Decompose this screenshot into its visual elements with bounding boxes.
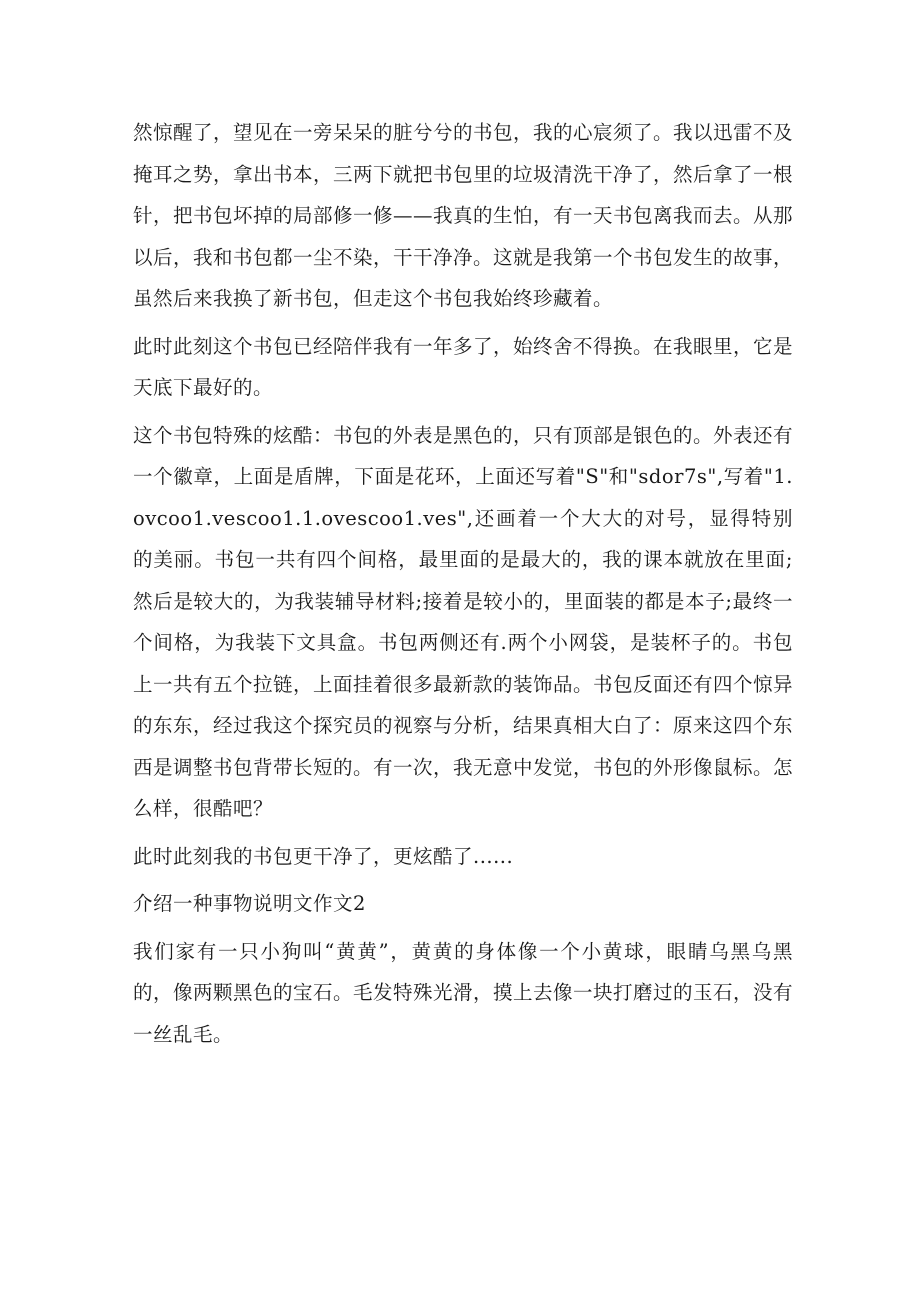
section-heading: 介绍一种事物说明文作文2 — [133, 892, 366, 915]
paragraph-companion: 此时此刻这个书包已经陪伴我有一年多了，始终舍不得换。在我眼里，它是天底下最好的。 — [133, 334, 794, 399]
paragraph-dog: 我们家有一只小狗叫“黄黄”，黄黄的身体像一个小黄球，眼睛乌黑乌黑的，像两颗黑色的宝石。毛发特殊光滑，摸上去像一块打磨过的玉石，没有一丝乱毛。 — [133, 939, 794, 1046]
paragraph-description: 这个书包特殊的炫酷：书包的外表是黑色的，只有顶部是银色的。外表还有一个徽章，上面是盾牌，下面是花环，上面还写着"S"和"sdor7s",写着"1.ovcoo1.vescoo1.1.ovescoo1.ves",还画着一个大大的对号，显得特别的美丽。书包一共有四个间格，最里面的是最大的，我的课本就放在里面;然后是较大的，为我装辅导材料;接着是较小的，里面装的都是本子;最终一个间格，为我装下文具盒。书包两侧还有.两个小网袋，是装杯子的。书包上一共有五个拉链，上面挂着很多最新款的装饰品。书包反面还有四个惊异的东东，经过我这个探究员的视察与分析，结果真相大白了：原来这四个东西是调整书包背带长短的。有一次，我无意中发觉，书包的外形像鼠标。怎么样，很酷吧？ — [133, 423, 794, 820]
document-body — [133, 112, 793, 1061]
paragraph-conclusion: 此时此刻我的书包更干净了，更炫酷了...... — [133, 844, 514, 868]
paragraph-schoolbag-story: 然惊醒了，望见在一旁呆呆的脏兮兮的书包，我的心宸须了。我以迅雷不及掩耳之势，拿出书本，三两下就把书包里的垃圾清洗干净了，然后拿了一根针，把书包坏掉的局部修一修——我真的生怕，有一天书包离我而去。从那以后，我和书包都一尘不染，干干净净。这就是我第一个书包发生的故事，虽然后来我换了新书包，但走这个书包我始终珍藏着。 — [133, 121, 794, 310]
